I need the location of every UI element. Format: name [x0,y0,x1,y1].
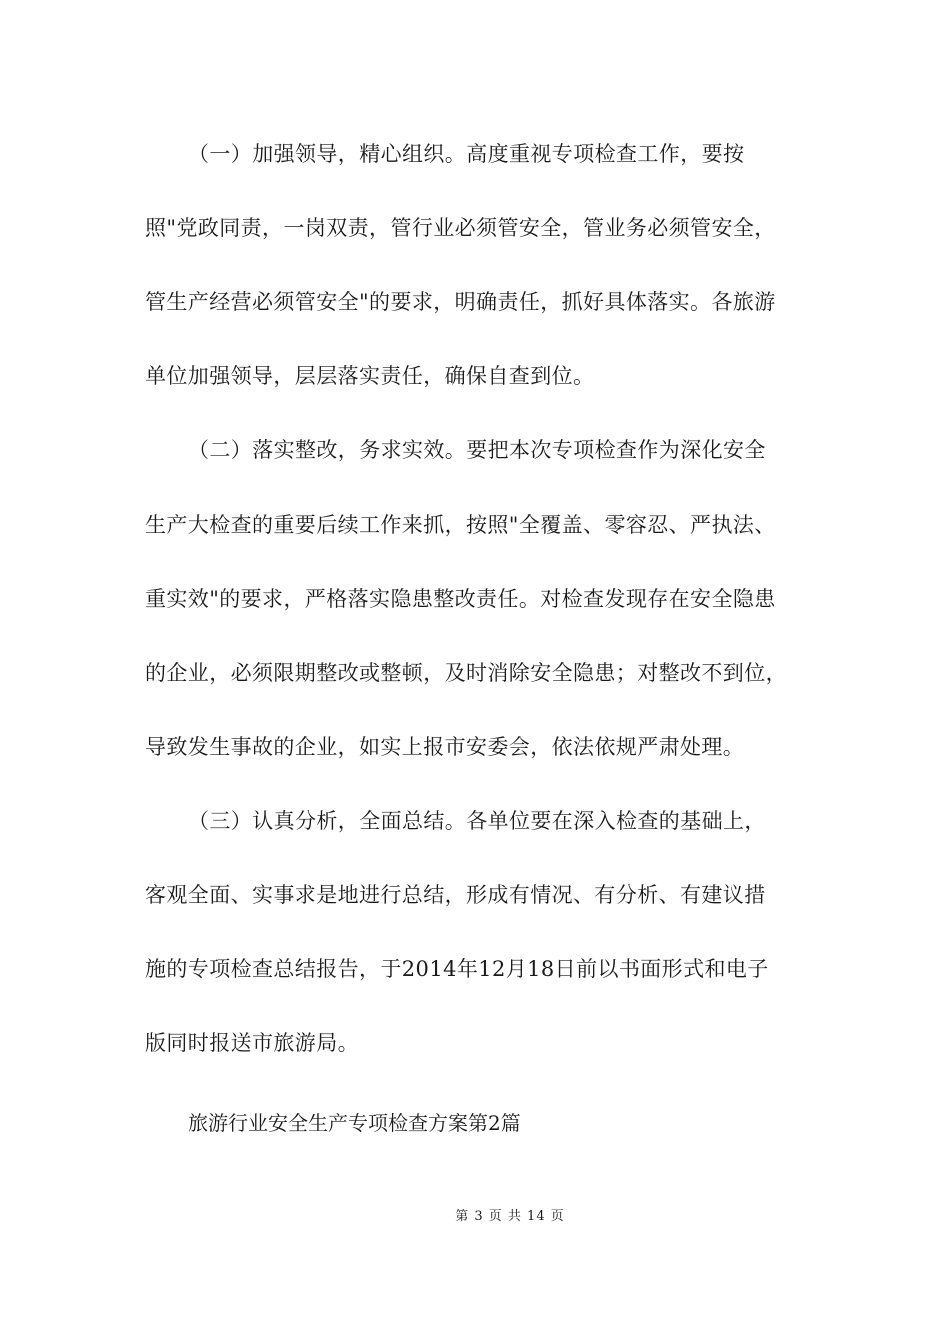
paragraph-2-line-2: 生产大检查的重要后续工作来抓，按照"全覆盖、零容忍、严执法、 [145,513,776,537]
paragraph-1-line-3: 管生产经营必须管安全"的要求，明确责任，抓好具体落实。各旅游 [145,290,776,314]
paragraph-1-line-2: 照"党政同责，一岗双责，管行业必须管安全，管业务必须管安全， [145,216,776,240]
paragraph-2-line-5: 导致发生事故的企业，如实上报市安委会，依法依规严肃处理。 [145,735,745,759]
page-number-footer: 第 3 页 共 14 页 [455,1209,565,1224]
next-section-title: 旅游行业安全生产专项检查方案第2篇 [188,1111,521,1135]
paragraph-3-line-1: （三）认真分析，全面总结。各单位要在深入检查的基础上， [188,809,766,833]
paragraph-3-line-2: 客观全面、实事求是地进行总结，形成有情况、有分析、有建议措 [145,883,766,907]
paragraph-1-line-1: （一）加强领导，精心组织。高度重视专项检查工作，要按 [188,142,745,166]
paragraph-3-line-3: 施的专项检查总结报告，于2014年12月18日前以书面形式和电子 [145,957,769,981]
paragraph-2-line-3: 重实效"的要求，严格落实隐患整改责任。对检查发现存在安全隐患 [145,587,776,611]
paragraph-3-line-4: 版同时报送市旅游局。 [145,1031,359,1055]
paragraph-2-line-4: 的企业，必须限期整改或整顿，及时消除安全隐患；对整改不到位， [145,661,787,685]
paragraph-1-line-4: 单位加强领导，层层落实责任，确保自查到位。 [145,364,595,388]
paragraph-2-line-1: （二）落实整改，务求实效。要把本次专项检查作为深化安全 [188,438,766,462]
